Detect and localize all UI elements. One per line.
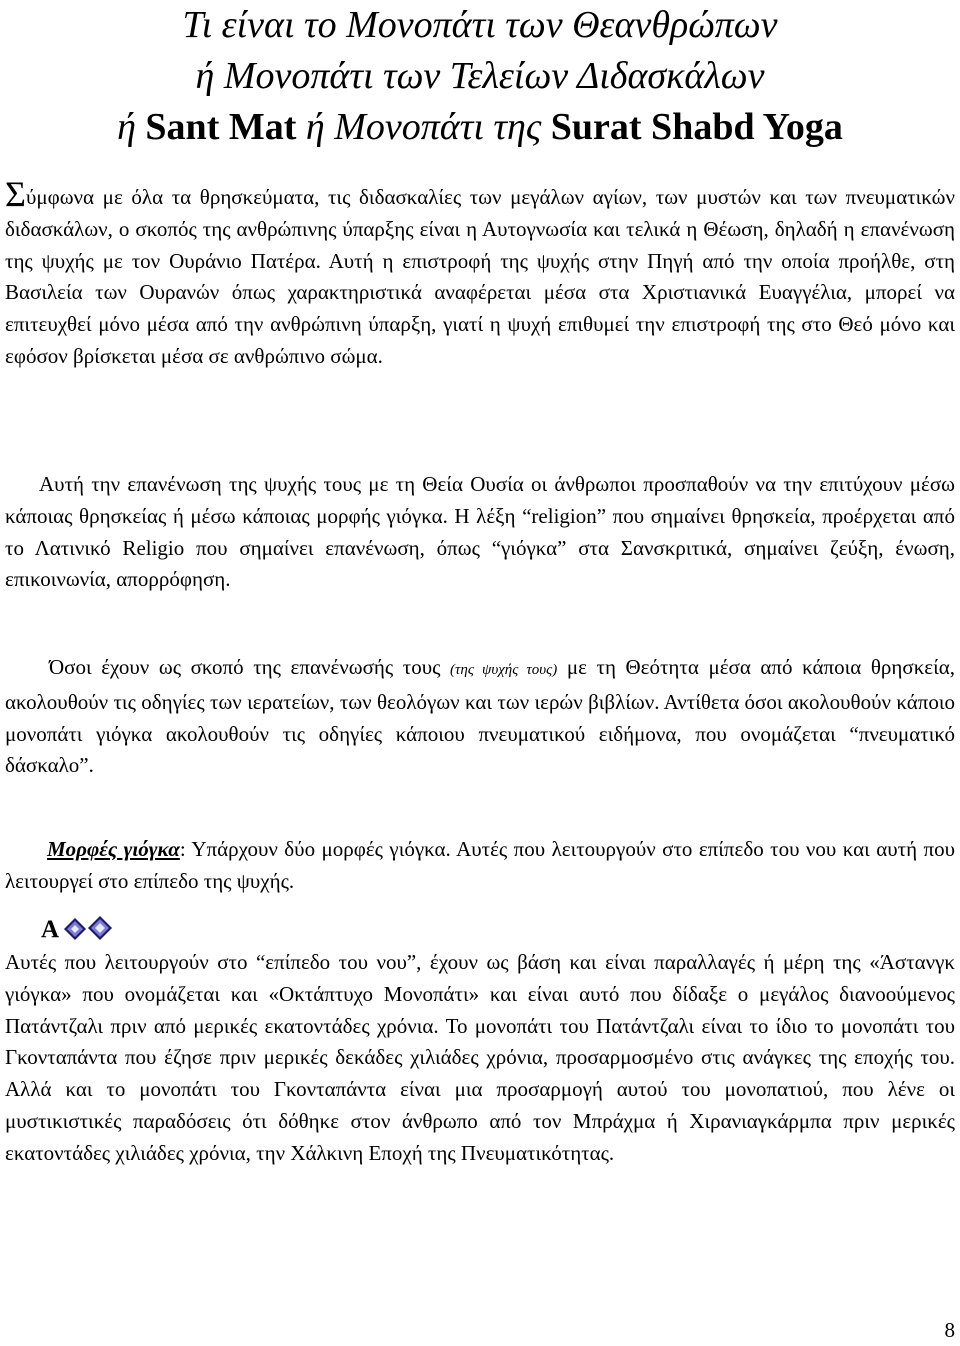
paragraph-4: Μορφές γιόγκα: Υπάρχουν δύο μορφές γιόγκα. Αυτές που λειτουργούν στο επίπεδο του νου και αυτή που λειτουργεί στο επίπεδο της ψυχής. — [5, 837, 955, 893]
yoga-forms-label: Μορφές γιόγκα — [47, 837, 180, 861]
paragraph-5 — [5, 947, 955, 1170]
drop-cap: Σ — [5, 174, 26, 214]
paragraph-1 — [5, 174, 955, 373]
section-a-heading — [5, 914, 955, 946]
title-line-2: ή Μονοπάτι των Τελείων Διδασκάλων — [195, 55, 765, 97]
title-line-1: Τι είναι το Μονοπάτι των Θεανθρώπων — [182, 4, 778, 46]
paragraph-3: Όσοι έχουν ως σκοπό της επανένωσής τους (της ψυχής τους) με τη Θεότητα μέσα από κάποια θρησκεία, ακολουθούν τις οδηγίες των ιερατείων, των θεολόγων και των ιερών βιβλίων. Αντίθετα όσοι ακολουθούν κάποιο μονοπάτι γιόγκα ακολουθούν τις οδηγίες κάποιου πνευματικού ειδήμονα, που ονομάζεται “πνευματικό δάσκαλο”. — [5, 655, 955, 778]
paragraph-2 — [5, 469, 955, 596]
paragraph-1-text: ύμφωνα με όλα τα θρησκεύματα, τις διδασκαλίες των μεγάλων αγίων, των μυστών και των πνευματικών διδασκάλων, ο σκοπός της ανθρώπινης ύπαρξης είναι η Αυτογνωσία και τελικά η Θέωση, δηλαδή η επανένωση της ψυχής με τον Ουράνιο Πατέρα. Αυτή η επιστροφή της ψυχής στην Πηγή από την οποία προήλθε, στη Βασιλεία των Ουρανών όπως χαρακτηριστικά αναφέρεται μέσα στα Χριστιανικά Ευαγγέλια, μπορεί να επιτευχθεί μόνο μέσα από την ανθρώπινη ύπαρξη, γιατί η ψυχή επιθυμεί την επιστροφή της στο Θεό μόνο και εφόσον βρίσκεται μέσα σε ανθρώπινο σώμα. — [5, 185, 955, 368]
paragraph-2-text: Αυτή την επανένωση της ψυχής τους με τη Θεία Ουσία οι άνθρωποι προσπαθούν να την επιτύχουν μέσω κάποιας θρησκείας ή μέσω κάποιας μορφής γιόγκα. Η λέξη “religion” που σημαίνει θρησκεία, προέρχεται από το Λατινικό Religio που σημαίνει επανένωση, όπως “γιόγκα” στα Σανσκριτικά, σημαίνει ζεύξη, ένωση, επικοινωνία, απορρόφηση. — [5, 472, 955, 592]
page-title — [0, 0, 960, 153]
inline-note: (της ψυχής τους) — [450, 662, 558, 678]
paragraph-5-text: Αυτές που λειτουργούν στο “επίπεδο του νου”, έχουν ως βάση και είναι παραλλαγές ή μέρη της «Άστανγκ γιόγκα» που ονομάζεται και «Οκτάπτυχο Μονοπάτι» και είναι αυτό που δίδαξε ο μεγάλος διανοούμενος Πατάντζαλι πριν από μερικές εκατοντάδες χρόνια. Το μονοπάτι του Πατάντζαλι είναι το ίδιο το μονοπάτι του Γκονταπάντα που έζησε πριν μερικές δεκάδες χιλιάδες χρόνια, προσαρμοσμένο στις ανάγκες της εποχής του. Αλλά και το μονοπάτι του Γκονταπάντα είναι μια προσαρμογή αυτού του μονοπατιού, που λένε οι μυστικιστικές παραδόσεις ότι δόθηκε στον άνθρωπο από τον Μπράχμα ή Χιρανιαγκάρμπα πριν μερικές εκατοντάδες χιλιάδες χρόνια, την Χάλκινη Εποχή της Πνευματικότητας. — [5, 950, 955, 1165]
title-line-3: ή Sant Mat ή Μονοπάτι της Surat Shabd Yoga — [117, 106, 843, 148]
diamond-ornament-icon — [63, 916, 113, 944]
section-a-label: Α — [41, 916, 60, 943]
page-number: 8 — [944, 1318, 955, 1342]
